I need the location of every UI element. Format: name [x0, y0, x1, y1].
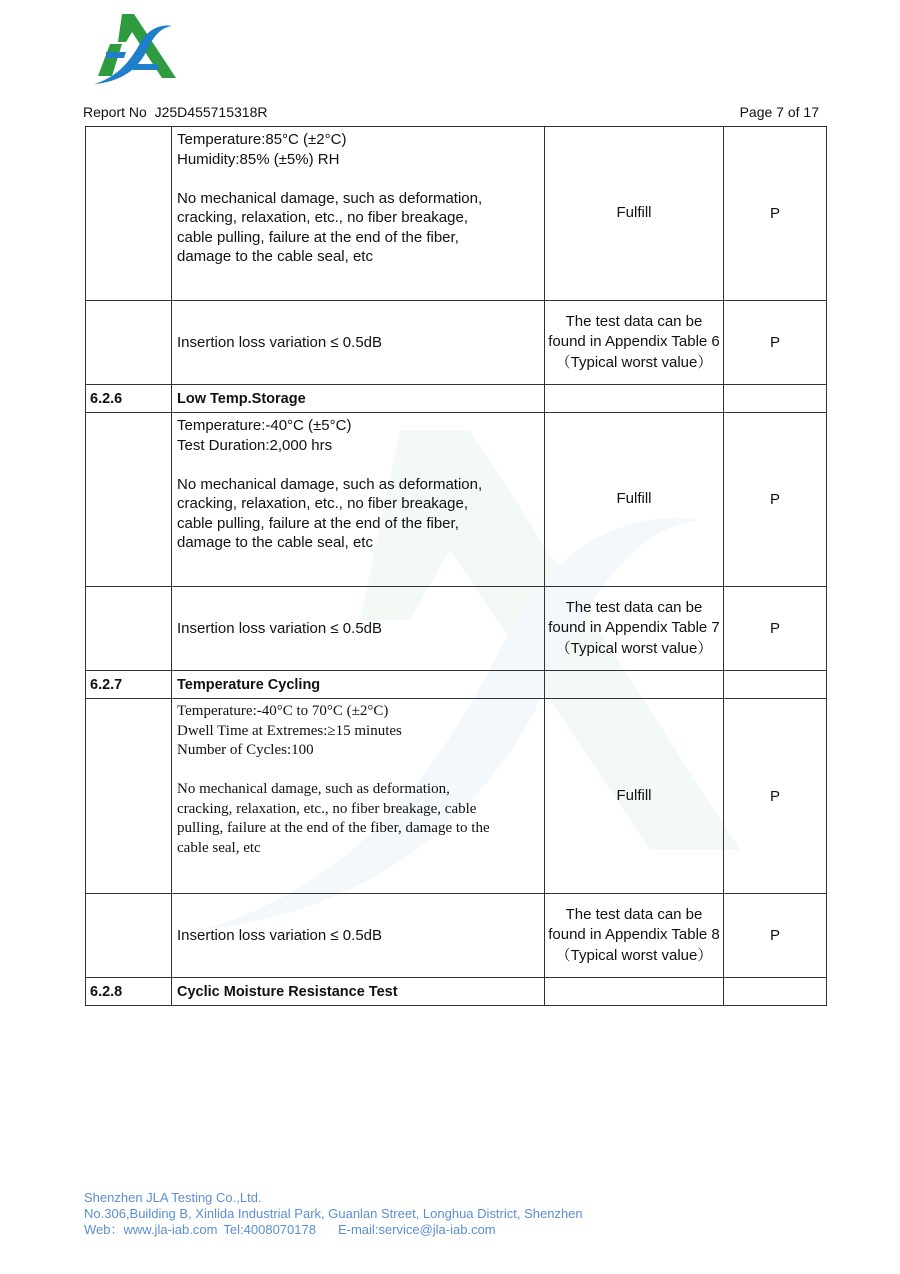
result-cell: The test data can be found in Appendix Table 7（Typical worst value） [545, 587, 724, 671]
requirement-cell: Insertion loss variation ≤ 0.5dB [172, 894, 545, 978]
clause-cell [86, 587, 172, 671]
requirement-cell: Temperature:85°C (±2°C) Humidity:85% (±5%) RH No mechanical damage, such as deformation, cracking, relaxation, etc., no fiber breakage, cable pulling, failure at the end of the fiber, damage to the cable seal, etc [172, 127, 545, 301]
section-row [86, 978, 827, 1006]
clause-cell [86, 699, 172, 894]
result-cell: The test data can be found in Appendix Table 6（Typical worst value） [545, 301, 724, 385]
verdict-cell: P [724, 127, 827, 301]
page-footer [84, 1190, 583, 1238]
page-header [83, 104, 819, 120]
table-row [86, 301, 827, 385]
clause-cell [86, 413, 172, 587]
table-row [86, 699, 827, 894]
clause-number: 6.2.7 [86, 671, 172, 699]
verdict-cell: P [724, 413, 827, 587]
clause-number: 6.2.6 [86, 385, 172, 413]
clause-cell [86, 894, 172, 978]
clause-number: 6.2.8 [86, 978, 172, 1006]
verdict-cell: P [724, 301, 827, 385]
verdict-cell: P [724, 699, 827, 894]
result-cell: Fulfill [545, 127, 724, 301]
section-row [86, 671, 827, 699]
section-title: Temperature Cycling [172, 671, 545, 699]
company-name: Shenzhen JLA Testing Co.,Ltd. [84, 1190, 262, 1205]
section-title: Cyclic Moisture Resistance Test [172, 978, 545, 1006]
clause-cell [86, 301, 172, 385]
requirement-cell: Temperature:-40°C (±5°C) Test Duration:2,000 hrs No mechanical damage, such as deformation, cracking, relaxation, etc., no fiber breakage, cable pulling, failure at the end of the fiber, damage to the cable seal, etc [172, 413, 545, 587]
page-number: Page 7 of 17 [739, 104, 819, 120]
requirement-cell: Insertion loss variation ≤ 0.5dB [172, 587, 545, 671]
table-row [86, 587, 827, 671]
phone-number: Tel:4008070178 [223, 1222, 316, 1237]
verdict-cell: P [724, 587, 827, 671]
table-row [86, 413, 827, 587]
report-number: Report No J25D455715318R [83, 104, 268, 120]
verdict-cell: P [724, 894, 827, 978]
company-logo-icon [92, 14, 176, 86]
requirement-cell: Temperature:-40°C to 70°C (±2°C) Dwell Time at Extremes:≥15 minutes Number of Cycles:100 No mechanical damage, such as deformation, cracking, relaxation, etc., no fiber breakage, cable pulling, failure at the end of the fiber, damage to the cable seal, etc [172, 699, 545, 894]
result-cell: Fulfill [545, 413, 724, 587]
table-row [86, 894, 827, 978]
result-cell: The test data can be found in Appendix Table 8（Typical worst value） [545, 894, 724, 978]
requirement-cell: Insertion loss variation ≤ 0.5dB [172, 301, 545, 385]
website-link[interactable]: www.jla-iab.com [123, 1222, 218, 1237]
email-link[interactable]: E-mail:service@jla-iab.com [337, 1222, 496, 1237]
clause-cell [86, 127, 172, 301]
test-results-table [85, 126, 827, 1006]
result-cell: Fulfill [545, 699, 724, 894]
section-row [86, 385, 827, 413]
contact-line: Web：www.jla-iab.com Tel:4008070178 E-mail:service@jla-iab.com [84, 1222, 496, 1237]
section-title: Low Temp.Storage [172, 385, 545, 413]
table-row [86, 127, 827, 301]
company-address: No.306,Building B, Xinlida Industrial Park, Guanlan Street, Longhua District, Shenzhen [84, 1206, 583, 1221]
